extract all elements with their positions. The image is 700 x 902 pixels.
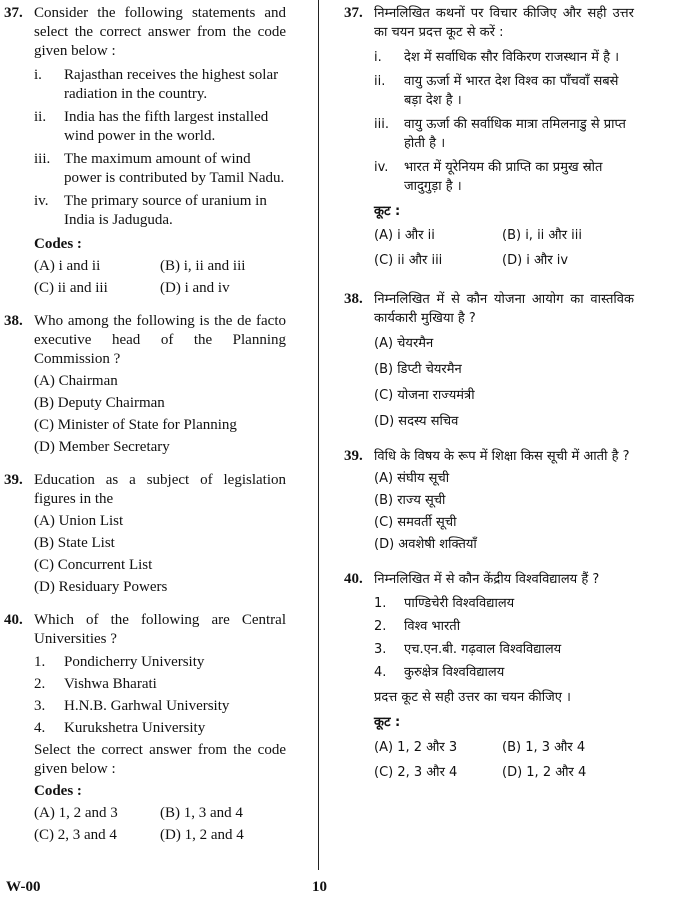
- instruction-text: Select the correct answer from the code given below :: [34, 742, 286, 777]
- question-text: Which of the following are Central Universities ?: [34, 612, 286, 647]
- statement: iii. The maximum amount of wind power is contributed by Tamil Nadu.: [34, 151, 285, 186]
- option: (A) Union List: [34, 513, 124, 529]
- question-text: Education as a subject of legislation figures in the: [34, 472, 286, 507]
- option: (C) Minister of State for Planning: [34, 417, 237, 433]
- option: (D) सदस्य सचिव: [374, 414, 459, 429]
- column-divider: [318, 0, 319, 870]
- codes-row: (C) ii और iii (D) i और iv: [374, 253, 569, 268]
- codes-label: Codes :: [34, 783, 82, 799]
- codes-row: (C) 2, 3 और 4 (D) 1, 2 और 4: [374, 765, 587, 780]
- question-38-hi: [344, 290, 634, 431]
- university-item: 3. H.N.B. Garhwal University: [34, 698, 230, 714]
- question-40-hi: [344, 570, 634, 782]
- question-number: 38.: [344, 291, 363, 307]
- question-number: 40.: [4, 612, 23, 628]
- statement: i. Rajasthan receives the highest solar radiation in the country.: [34, 67, 279, 102]
- option: (D) अवशेषी शक्तियाँ: [374, 537, 477, 552]
- option: (B) राज्य सूची: [374, 493, 446, 508]
- option: (C) समवर्ती सूची: [374, 515, 457, 530]
- university-item: 1. Pondicherry University: [34, 654, 205, 670]
- question-39-hi: [344, 447, 634, 554]
- question-39-en: [4, 471, 286, 597]
- question-37-en: [4, 4, 286, 298]
- codes-label: Codes :: [34, 236, 82, 252]
- option: (B) डिप्टी चेयरमैन: [374, 362, 462, 377]
- university-item: 1. पाण्डिचेरी विश्वविद्यालय: [374, 596, 515, 611]
- question-text: निम्नलिखित में से कौन केंद्रीय विश्वविद्यालय हैं ?: [374, 572, 600, 587]
- question-text: Who among the following is the de facto executive head of the Planning Commission ?: [34, 313, 286, 367]
- option: (C) Concurrent List: [34, 557, 153, 573]
- page-number: 10: [312, 879, 327, 895]
- university-item: 3. एच.एन.बी. गढ़वाल विश्वविद्यालय: [374, 642, 562, 657]
- codes-row: (C) ii and iii (D) i and iv: [34, 280, 230, 296]
- option: (B) Deputy Chairman: [34, 395, 165, 411]
- question-number: 37.: [4, 5, 23, 21]
- statement: ii. India has the fifth largest installed wind power in the world.: [34, 109, 269, 144]
- question-text: Consider the following statements and select the correct answer from the code given below :: [34, 5, 286, 59]
- question-number: 38.: [4, 313, 23, 329]
- question-number: 39.: [344, 448, 363, 464]
- question-40-en: [4, 611, 286, 845]
- english-column: [4, 4, 286, 845]
- university-item: 2. विश्व भारती: [374, 619, 461, 634]
- question-number: 37.: [344, 5, 363, 21]
- codes-row: (A) 1, 2 और 3 (B) 1, 3 और 4: [374, 740, 586, 755]
- instruction-text: प्रदत्त कूट से सही उत्तर का चयन कीजिए ।: [374, 690, 571, 705]
- option: (B) State List: [34, 535, 115, 551]
- option: (A) Chairman: [34, 373, 118, 389]
- option: (D) Residuary Powers: [34, 579, 168, 595]
- statement: ii. वायु ऊर्जा में भारत देश विश्व का पाँचवाँ सबसे बड़ा देश है ।: [374, 74, 619, 108]
- question-text: निम्नलिखित में से कौन योजना आयोग का वास्तविक कार्यकारी मुखिया है ?: [374, 292, 634, 326]
- question-38-en: [4, 312, 286, 457]
- statement: iv. The primary source of uranium in India is Jaduguda.: [34, 193, 267, 228]
- statement: iv. भारत में यूरेनियम की प्राप्ति का प्रमुख स्रोत जादुगुड़ा है ।: [374, 160, 603, 194]
- question-text: निम्नलिखित कथनों पर विचार कीजिए और सही उत्तर का चयन प्रदत्त कूट से करें :: [374, 6, 634, 40]
- statement: iii. वायु ऊर्जा की सर्वाधिक मात्रा तमिलनाडु से प्राप्त होती है ।: [374, 117, 626, 151]
- question-37-hi: [344, 4, 634, 270]
- codes-label: कूट :: [374, 204, 401, 219]
- question-number: 40.: [344, 571, 363, 587]
- university-item: 2. Vishwa Bharati: [34, 676, 157, 692]
- codes-row: (C) 2, 3 and 4 (D) 1, 2 and 4: [34, 827, 244, 843]
- booklet-code: W-00: [6, 879, 41, 895]
- question-text: विधि के विषय के रूप में शिक्षा किस सूची में आती है ?: [374, 449, 630, 464]
- codes-row: (A) i and ii (B) i, ii and iii: [34, 258, 246, 274]
- statement: i. देश में सर्वाधिक सौर विकिरण राजस्थान में है ।: [374, 50, 620, 65]
- question-number: 39.: [4, 472, 23, 488]
- option: (A) चेयरमैन: [374, 336, 434, 351]
- codes-label: कूट :: [374, 715, 401, 730]
- option: (C) योजना राज्यमंत्री: [374, 388, 475, 403]
- option: (D) Member Secretary: [34, 439, 170, 455]
- hindi-column: [344, 4, 634, 782]
- university-item: 4. Kurukshetra University: [34, 720, 206, 736]
- codes-row: (A) 1, 2 and 3 (B) 1, 3 and 4: [34, 805, 243, 821]
- option: (A) संघीय सूची: [374, 471, 450, 486]
- codes-row: (A) i और ii (B) i, ii और iii: [374, 228, 583, 243]
- university-item: 4. कुरुक्षेत्र विश्वविद्यालय: [374, 665, 505, 680]
